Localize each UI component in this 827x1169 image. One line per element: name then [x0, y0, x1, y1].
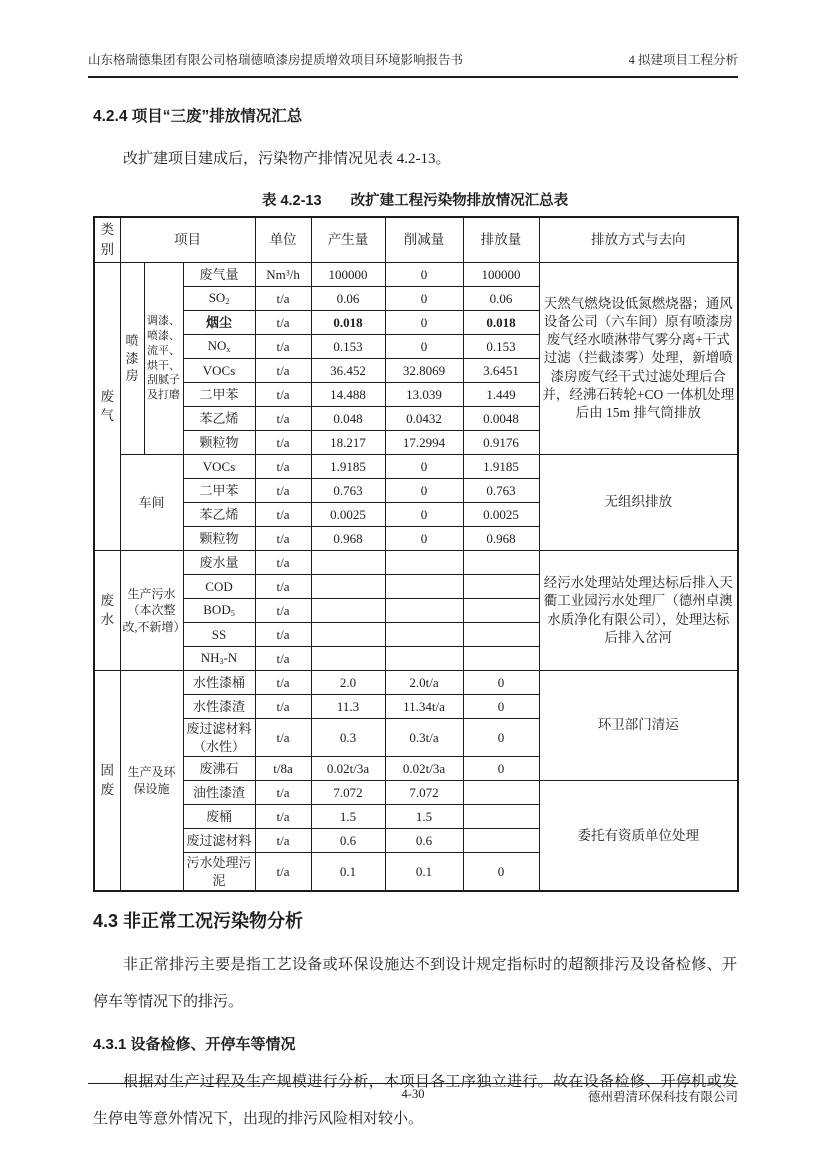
page-number: 4-30 — [401, 1087, 425, 1101]
column-header: 排放量 — [463, 217, 539, 263]
table-cell: 1.449 — [463, 383, 539, 407]
item-name: 废气量 — [183, 263, 255, 287]
table-cell: 0.968 — [311, 527, 385, 551]
table-cell: 0 — [385, 287, 463, 311]
table-cell — [463, 805, 539, 829]
disposal-route: 无组织排放 — [539, 455, 738, 551]
table-cell: 0 — [463, 853, 539, 892]
table-row — [94, 781, 738, 805]
table-body — [94, 263, 738, 892]
category-solid-waste: 固废 — [94, 671, 120, 892]
table-cell: 0 — [385, 503, 463, 527]
table-cell: 0.6 — [385, 829, 463, 853]
table-title: 表 4.2-13 改扩建工程污染物排放情况汇总表 — [261, 193, 569, 209]
table-cell: 0 — [385, 455, 463, 479]
table-cell: 0.0025 — [311, 503, 385, 527]
page-footer — [88, 1087, 738, 1107]
table-cell: t/a — [255, 503, 311, 527]
table-cell: 14.488 — [311, 383, 385, 407]
table-row — [94, 671, 738, 695]
table-cell: 0.02t/3a — [385, 757, 463, 781]
table-cell: 32.8069 — [385, 359, 463, 383]
source-production-env-facilities: 生产及环保设施 — [120, 671, 183, 892]
table-header-row — [94, 217, 738, 263]
disposal-route: 环卫部门清运 — [539, 671, 738, 781]
category-wastewater: 废水 — [94, 551, 120, 671]
category-waste-gas: 废气 — [94, 263, 120, 551]
table-cell: 0.153 — [311, 335, 385, 359]
table-cell: 0 — [385, 335, 463, 359]
table-cell — [463, 623, 539, 647]
table-cell: 2.0 — [311, 671, 385, 695]
table-cell: t/a — [255, 383, 311, 407]
table-cell — [385, 599, 463, 623]
table-cell: t/a — [255, 479, 311, 503]
table-cell: 0.02t/3a — [311, 757, 385, 781]
table-cell — [311, 647, 385, 671]
table-cell: 0.763 — [311, 479, 385, 503]
table-cell: t/a — [255, 335, 311, 359]
running-header — [88, 50, 738, 68]
table-cell: 0.1 — [385, 853, 463, 892]
item-name: $NH_3-N$ — [183, 647, 255, 671]
item-name: 烟尘 — [183, 311, 255, 335]
table-cell: t/a — [255, 599, 311, 623]
table-cell: t/a — [255, 527, 311, 551]
column-header: 削减量 — [385, 217, 463, 263]
column-header: 排放方式与去向 — [539, 217, 738, 263]
table-cell: 0 — [385, 527, 463, 551]
item-name: 污水处理污泥 — [183, 853, 255, 892]
item-name: 废过滤材料 — [183, 829, 255, 853]
table-cell: t/a — [255, 407, 311, 431]
table-cell: 0 — [463, 719, 539, 757]
item-name: 颗粒物 — [183, 527, 255, 551]
column-header: 类别 — [94, 217, 120, 263]
table-cell: t/a — [255, 647, 311, 671]
item-name: 废水量 — [183, 551, 255, 575]
table-cell — [311, 623, 385, 647]
table-cell: t/a — [255, 695, 311, 719]
table-cell: t/a — [255, 311, 311, 335]
running-header-left: 山东格瑞德集团有限公司格瑞德喷漆房提质增效项目环境影响报告书 — [88, 53, 464, 67]
table-cell: 1.5 — [385, 805, 463, 829]
item-name: 水性漆渣 — [183, 695, 255, 719]
item-name: 废沸石 — [183, 757, 255, 781]
table-cell: 1.5 — [311, 805, 385, 829]
table-cell: t/a — [255, 671, 311, 695]
table-cell — [311, 551, 385, 575]
item-name: 二甲苯 — [183, 479, 255, 503]
table-cell — [463, 575, 539, 599]
table-cell: 0.048 — [311, 407, 385, 431]
table-cell — [463, 599, 539, 623]
item-name: SS — [183, 623, 255, 647]
unit: Nm$^3$/h — [255, 263, 311, 287]
table-cell: 0.3 — [311, 719, 385, 757]
table-cell: 100000 — [311, 263, 385, 287]
header-rule — [88, 76, 738, 78]
table-cell — [385, 551, 463, 575]
table-row — [94, 551, 738, 575]
table-cell — [463, 647, 539, 671]
table-cell — [463, 551, 539, 575]
table-cell: t/a — [255, 719, 311, 757]
table-cell: 1.9185 — [311, 455, 385, 479]
table-cell: 0 — [463, 671, 539, 695]
table-cell: 0 — [463, 695, 539, 719]
table-cell: 0.06 — [463, 287, 539, 311]
table-cell: t/a — [255, 575, 311, 599]
table-cell: 0.1 — [311, 853, 385, 892]
table-cell — [463, 829, 539, 853]
table-cell: 0.153 — [463, 335, 539, 359]
disposal-route: 天然气燃烧设低氮燃烧器；通风设备公司（六车间）原有喷漆房废气经水喷淋带气雾分离+干式过滤（拦截漆雾）处理，新增喷漆房废气经干式过滤处理后合并，经沸石转轮+CO 一体机处理后由 15m 排气筒排放 — [539, 263, 738, 455]
process-list: 调漆、喷漆、流平、烘干、刮腻子及打磨 — [144, 263, 183, 455]
table-cell: 3.6451 — [463, 359, 539, 383]
disposal-route: 经污水处理站处理达标后排入天衢工业园污水处理厂（德州卓澳水质净化有限公司），处理达标后排入岔河 — [539, 551, 738, 671]
column-header: 单位 — [255, 217, 311, 263]
item-name: VOCs — [183, 359, 255, 383]
source-paint-booth: 喷漆房 — [120, 263, 144, 455]
source-production-wastewater: 生产污水（本次整改,不新增） — [120, 551, 183, 671]
column-header: 产生量 — [311, 217, 385, 263]
item-name: $SO_2$ — [183, 287, 255, 311]
paragraph-43: 非正常排污主要是指工艺设备或环保设施达不到设计规定指标时的超额排污及设备检修、开停车等情况下的排污。 — [93, 957, 737, 1011]
table-cell: 17.2994 — [385, 431, 463, 455]
table-cell: t/a — [255, 829, 311, 853]
table-cell: t/a — [255, 623, 311, 647]
table-cell: 0 — [385, 479, 463, 503]
table-cell: 0.9176 — [463, 431, 539, 455]
table-cell — [385, 647, 463, 671]
table-cell: 13.039 — [385, 383, 463, 407]
section-heading-431: 4.3.1 设备检修、开停车等情况 — [93, 1036, 296, 1054]
running-header-right: 4 拟建项目工程分析 — [628, 53, 738, 67]
table-cell: 0.018 — [311, 311, 385, 335]
item-name: 废桶 — [183, 805, 255, 829]
table-cell: t/a — [255, 287, 311, 311]
section-heading-424: 4.2.4 项目“三废”排放情况汇总 — [93, 108, 303, 125]
table-cell: 0.6 — [311, 829, 385, 853]
table-cell: t/a — [255, 853, 311, 892]
item-name: COD — [183, 575, 255, 599]
item-name: VOCs — [183, 455, 255, 479]
table-cell: 7.072 — [385, 781, 463, 805]
table-cell: 0 — [385, 263, 463, 287]
table-cell: 2.0t/a — [385, 671, 463, 695]
table-cell: 11.3 — [311, 695, 385, 719]
item-name: 油性漆渣 — [183, 781, 255, 805]
section-heading-43: 4.3 非正常工况污染物分析 — [93, 911, 304, 932]
table-cell: 0.968 — [463, 527, 539, 551]
table-cell: 0.018 — [463, 311, 539, 335]
table-cell: t/a — [255, 551, 311, 575]
column-header: 项目 — [120, 217, 255, 263]
disposal-route: 委托有资质单位处理 — [539, 781, 738, 892]
item-name: $NO_x$ — [183, 335, 255, 359]
table-cell: 18.217 — [311, 431, 385, 455]
paragraph-431: 根据对生产过程及生产规模进行分析，本项目各工序独立进行。故在设备检修、开停机或发生停电等意外情况下，出现的排污风险相对较小。 — [93, 1074, 737, 1128]
table-cell: t/a — [255, 359, 311, 383]
table-cell: 0.763 — [463, 479, 539, 503]
table-cell: 11.34t/a — [385, 695, 463, 719]
table-cell: 0.0048 — [463, 407, 539, 431]
footer-rule — [88, 1083, 738, 1084]
item-name: $BOD_5$ — [183, 599, 255, 623]
table-row — [94, 455, 738, 479]
table-cell: 7.072 — [311, 781, 385, 805]
footer-company: 德州碧清环保科技有限公司 — [587, 1090, 738, 1104]
table-cell — [311, 575, 385, 599]
table-row — [94, 263, 738, 287]
table-cell: t/a — [255, 781, 311, 805]
table-cell: 0.0025 — [463, 503, 539, 527]
table-cell: 36.452 — [311, 359, 385, 383]
table-cell: t/a — [255, 805, 311, 829]
summary-table — [93, 216, 739, 892]
table-cell — [385, 575, 463, 599]
table-cell: 0.3t/a — [385, 719, 463, 757]
table-cell: 1.9185 — [463, 455, 539, 479]
item-name: 水性漆桶 — [183, 671, 255, 695]
table-cell — [463, 781, 539, 805]
table-cell: 0.06 — [311, 287, 385, 311]
item-name: 苯乙烯 — [183, 503, 255, 527]
table-cell: t/a — [255, 431, 311, 455]
table-cell: t/8a — [255, 757, 311, 781]
table-cell: 100000 — [463, 263, 539, 287]
item-name: 废过滤材料（水性） — [183, 719, 255, 757]
item-name: 二甲苯 — [183, 383, 255, 407]
paragraph-424: 改扩建项目建成后，污染物产排情况见表 4.2-13。 — [123, 151, 451, 167]
table-cell — [385, 623, 463, 647]
table-cell — [311, 599, 385, 623]
table-cell: t/a — [255, 455, 311, 479]
table-cell: 0.0432 — [385, 407, 463, 431]
page-content — [93, 92, 737, 1138]
table-cell: 0 — [463, 757, 539, 781]
item-name: 苯乙烯 — [183, 407, 255, 431]
table-cell: 0 — [385, 311, 463, 335]
item-name: 颗粒物 — [183, 431, 255, 455]
source-workshop: 车间 — [120, 455, 183, 551]
